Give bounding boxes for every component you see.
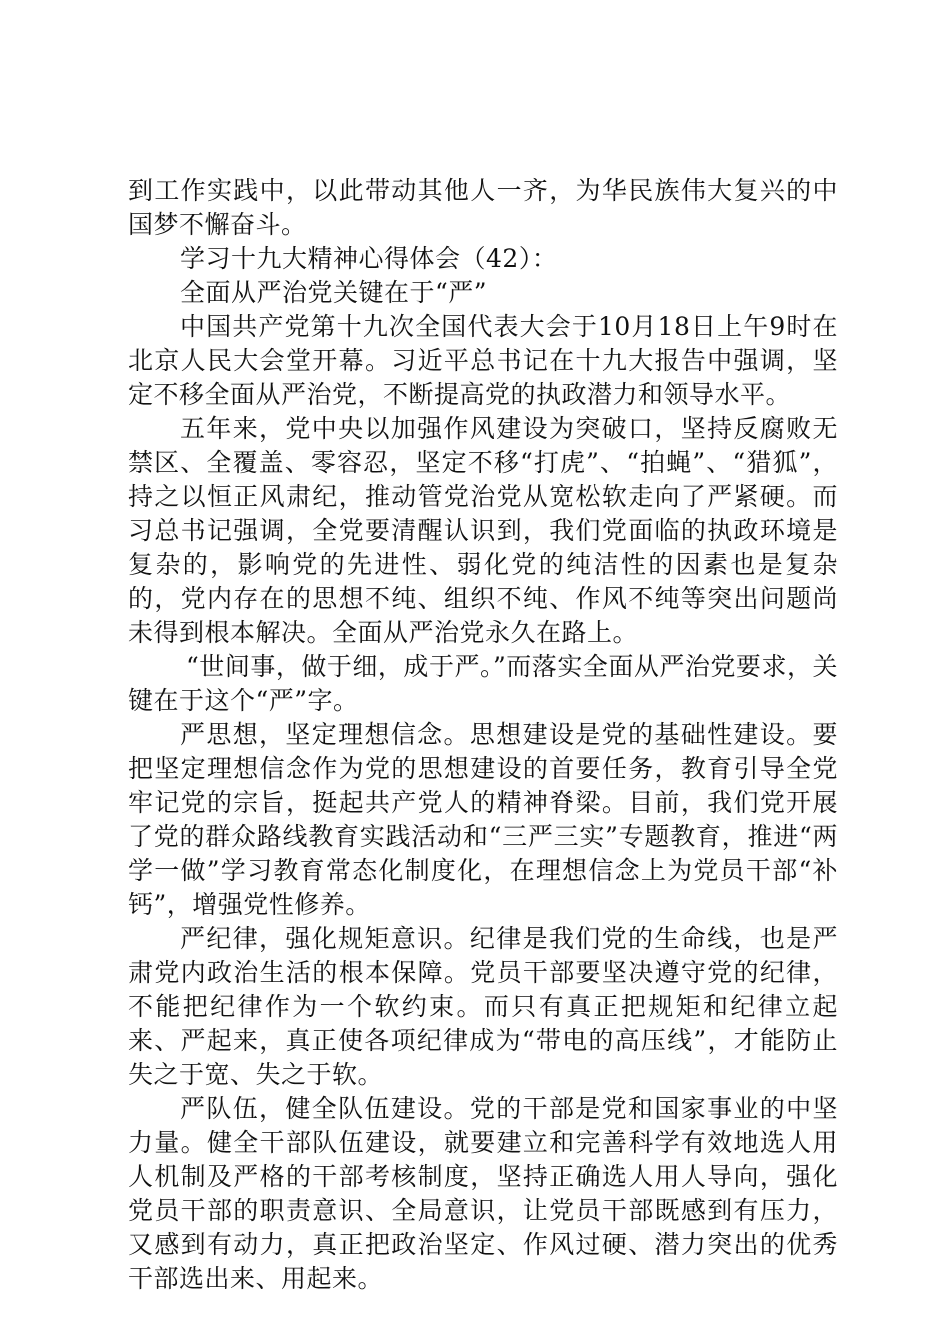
paragraph: 中国共产党第十九次全国代表大会于10月18日上午9时在北京人民大会堂开幕。习近平总书记在十九大报告中强调，坚定不移全面从严治党，不断提高党的执政潜力和领导水平。 [128,312,838,409]
paragraph: 严纪律，强化规矩意识。纪律是我们党的生命线，也是严肃党内政治生活的根本保障。党员干部要坚决遵守党的纪律，不能把纪律作为一个软约束。而只有真正把规矩和纪律立起来、严起来，真正使各项纪律成为“带电的高压线”，才能防止失之于宽、失之于软。 [128,924,838,1089]
document-body [128,174,838,1296]
paragraph: 五年来，党中央以加强作风建设为突破口，坚持反腐败无禁区、全覆盖、零容忍，坚定不移“打虎”、“拍蝇”、“猎狐”，持之以恒正风肃纪，推动管党治党从宽松软走向了严紧硬。而习总书记强调，全党要清醒认识到，我们党面临的执政环境是复杂的，影响党的先进性、弱化党的纯洁性的因素也是复杂的，党内存在的思想不纯、组织不纯、作风不纯等突出问题尚未得到根本解决。全面从严治党永久在路上。 [128,414,838,647]
section-heading: 学习十九大精神心得体会（42）： [180,244,558,273]
paragraph-continuation: 到工作实践中，以此带动其他人一齐，为华民族伟大复兴的中国梦不懈奋斗。 [128,176,838,239]
paragraph: 严队伍，健全队伍建设。党的干部是党和国家事业的中坚力量。健全干部队伍建设，就要建立和完善科学有效地选人用人机制及严格的干部考核制度，坚持正确选人用人导向，强化党员干部的职责意识、全局意识，让党员干部既感到有压力，又感到有动力，真正把政治坚定、作风过硬、潜力突出的优秀干部选出来、用起来。 [128,1094,838,1293]
article-title: 全面从严治党关键在于“严” [180,278,488,307]
paragraph: 严思想，坚定理想信念。思想建设是党的基础性建设。要把坚定理想信念作为党的思想建设的首要任务，教育引导全党牢记党的宗旨，挺起共产党人的精神脊梁。目前，我们党开展了党的群众路线教育实践活动和“三严三实”专题教育，推进“两学一做”学习教育常态化制度化，在理想信念上为党员干部“补钙”，增强党性修养。 [128,720,838,919]
paragraph: “世间事，做于细，成于严。”而落实全面从严治党要求，关键在于这个“严”字。 [128,652,838,715]
